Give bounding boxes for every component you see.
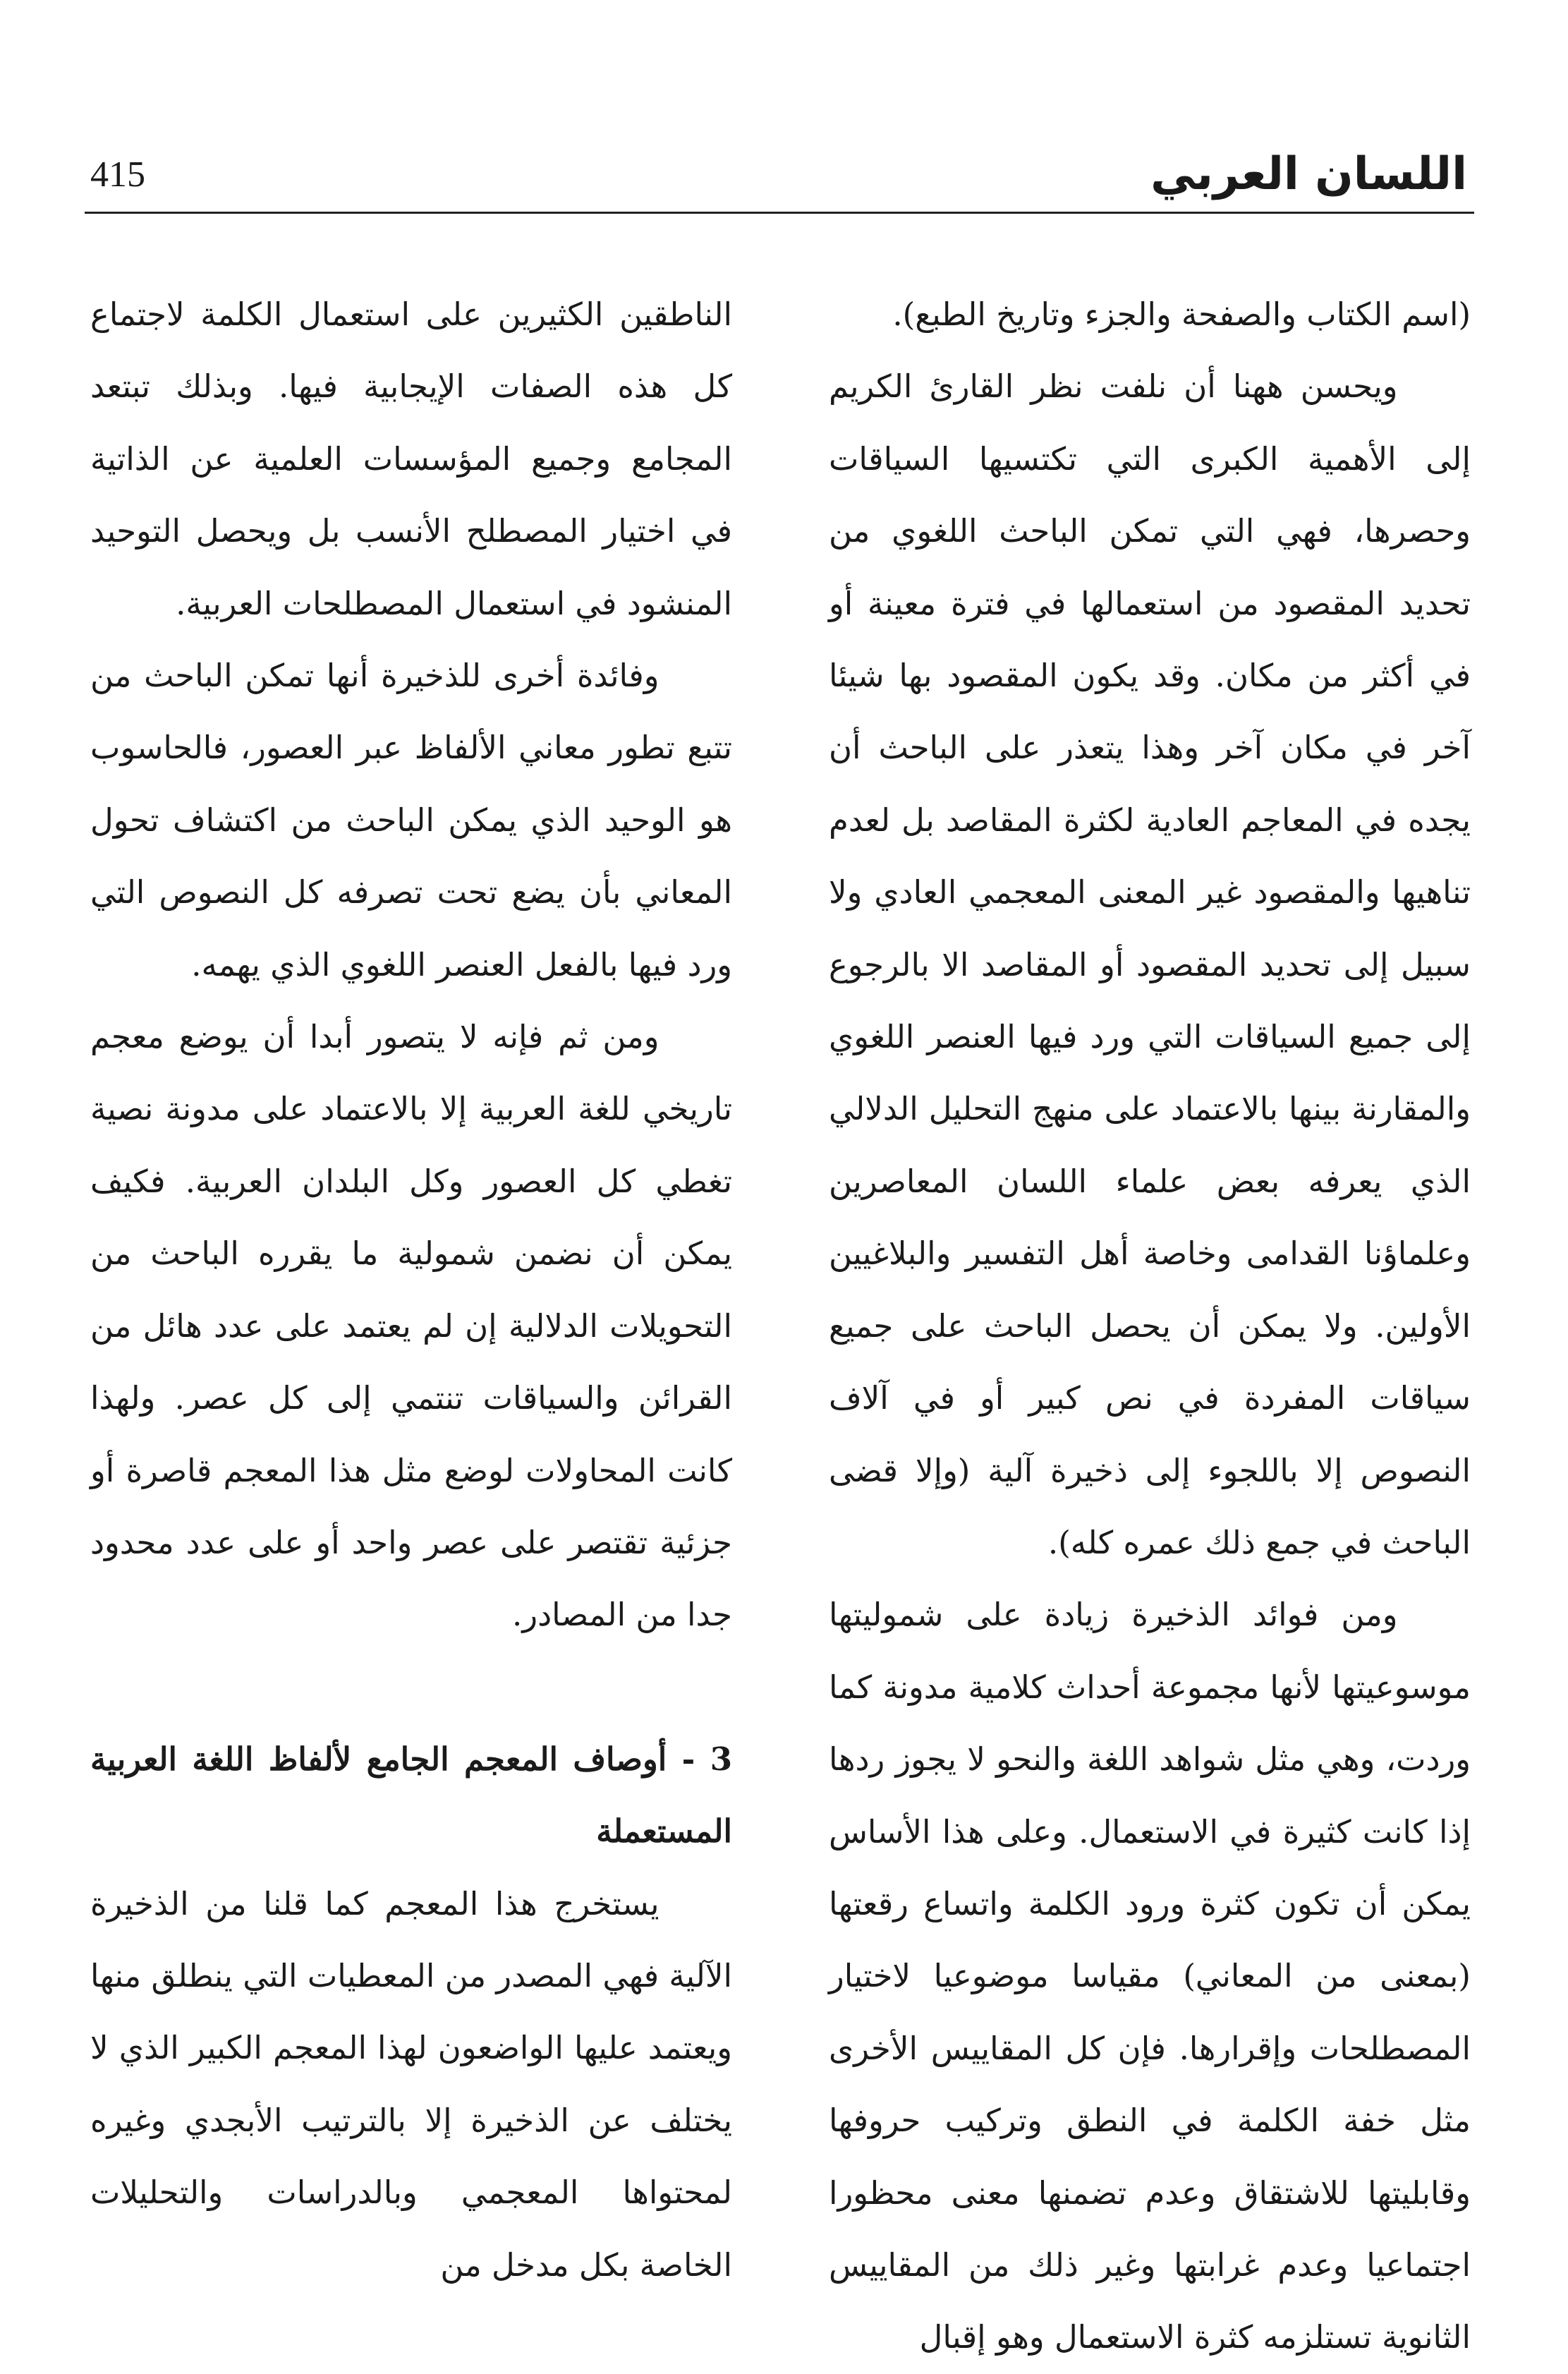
journal-title: اللسان العربي bbox=[1150, 148, 1467, 200]
header-rule bbox=[85, 212, 1474, 214]
paragraph-evolution: وفائدة أخرى للذخيرة أنها تمكن الباحث من تتبع تطور معاني الألفاظ عبر العصور، فالحاسوب هو الوحيد الذي يمكن الباحث من اكتشاف تحول المعاني بأن يضع تحت تصرفه كل النصوص التي ورد فيها بالفعل العنصر اللغوي الذي يهمه. bbox=[90, 657, 732, 983]
page-number: 415 bbox=[90, 155, 145, 195]
right-column bbox=[829, 279, 1471, 2374]
paragraph-continuation: الناطقين الكثيرين على استعمال الكلمة لاجتماع كل هذه الصفات الإيجابية فيها. وبذلك تبتعد المجامع وجميع المؤسسات العلمية عن الذاتية في اختيار المصطلح الأنسب بل ويحصل التوحيد المنشود في استعمال المصطلحات العربية. bbox=[90, 296, 732, 622]
paragraph-historical-dictionary: ومن ثم فإنه لا يتصور أبدا أن يوضع معجم تاريخي للغة العربية إلا بالاعتماد على مدونة نصية تغطي كل العصور وكل البلدان العربية. فكيف يمكن أن نضمن شمولية ما يقرره الباحث من التحويلات الدلالية إن لم يعتمد على عدد هائل من القرائن والسياقات تنتمي إلى كل عصر. ولهذا كانت المحاولات لوضع مثل هذا المعجم قاصرة أو جزئية تقتصر على عصر واحد أو على عدد محدود جدا من المصادر. bbox=[90, 1018, 732, 1634]
paragraph-citation-end: (اسم الكتاب والصفحة والجزء وتاريخ الطبع). bbox=[892, 296, 1471, 333]
page-header bbox=[85, 134, 1467, 212]
left-column bbox=[90, 279, 732, 2301]
paragraph-section-body: يستخرج هذا المعجم كما قلنا من الذخيرة الآلية فهي المصدر من المعطيات التي ينطلق منها ويعتمد عليها الواضعون لهذا المعجم الكبير الذي لا يختلف عن الذخيرة إلا بالترتيب الأبجدي وغيره لمحتواها المعجمي وبالدراسات والتحليلات الخاصة بكل مدخل من bbox=[90, 1884, 732, 2284]
paragraph-benefits: ومن فوائد الذخيرة زيادة على شموليتها موسوعيتها لأنها مجموعة أحداث كلامية مدونة كما وردت، وهي مثل شواهد اللغة والنحو لا يجوز ردها إذا كانت كثيرة في الاستعمال. وعلى هذا الأساس يمكن أن تكون كثرة ورود الكلمة واتساع رقعتها (بمعنى من المعاني) مقياسا موضوعيا لاختيار المصطلحات وإقرارها. فإن كل المقاييس الأخرى مثل خفة الكلمة في النطق وتركيب حروفها وقابليتها للاشتقاق وعدم تضمنها معنى محظورا اجتماعيا وعدم غرابتها وغير ذلك من المقاييس الثانوية تستلزمه كثرة الاستعمال وهو إقبال bbox=[829, 1596, 1471, 2356]
paragraph-contexts: ويحسن ههنا أن نلفت نظر القارئ الكريم إلى الأهمية الكبرى التي تكتسيها السياقات وحصرها، فهي التي تمكن الباحث اللغوي من تحديد المقصود من استعمالها في فترة معينة أو في أكثر من مكان. وقد يكون المقصود بها شيئا آخر في مكان آخر وهذا يتعذر على الباحث أن يجده في المعاجم العادية لكثرة المقاصد بل لعدم تناهيها والمقصود غير المعنى المعجمي العادي ولا سبيل إلى تحديد المقصود أو المقاصد الا بالرجوع إلى جميع السياقات التي ورد فيها العنصر اللغوي والمقارنة بينها بالاعتماد على منهج التحليل الدلالي الذي يعرفه بعض علماء اللسان المعاصرين وعلماؤنا القدامى وخاصة أهل التفسير والبلاغيين الأولين. ولا يمكن أن يحصل الباحث على جميع سياقات المفردة في نص كبير أو في آلاف النصوص إلا باللجوء إلى ذخيرة آلية (وإلا قضى الباحث في جمع ذلك عمره كله). bbox=[829, 368, 1471, 1561]
section-heading: 3 - أوصاف المعجم الجامع لألفاظ اللغة العربية المستعملة bbox=[90, 1740, 732, 1851]
